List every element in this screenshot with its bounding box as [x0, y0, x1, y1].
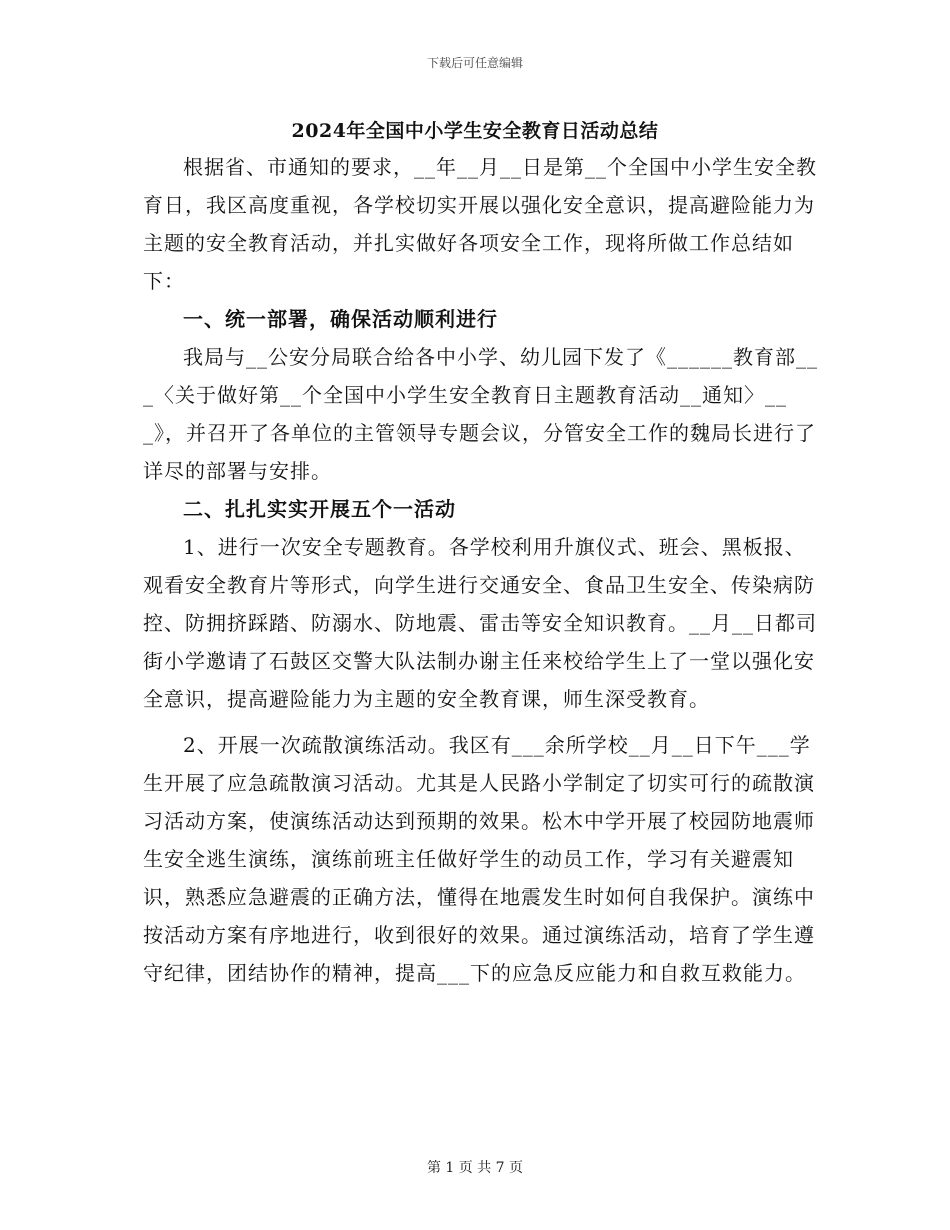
section-heading-2: 二、扎扎实实开展五个一活动: [183, 497, 456, 521]
body-paragraph: 2、开展一次疏散演练活动。我区有___余所学校__月__日下午___学生开展了应急疏散演习活动。尤其是人民路小学制定了切实可行的疏散演习活动方案，使演练活动达到预期的效果。松木中学开展了校园防地震师生安全逃生演练，演练前班主任做好学生的动员工作，学习有关避震知识，熟悉应急避震的正确方法，懂得在地震发生时如何自我保护。演练中按活动方案有序地进行，收到很好的效果。通过演练活动，培育了学生遵守纪律，团结协作的精神，提高___下的应急反应能力和自救互救能力。: [143, 733, 815, 985]
section-heading-1: 一、统一部署，确保活动顺利进行: [183, 307, 498, 331]
document-body: [143, 148, 825, 992]
header-note: 下载后可任意编辑: [426, 56, 523, 70]
body-paragraph: 我局与__公安分局联合给各中小学、幼儿园下发了《______教育部___〈关于做好第__个全国中小学生安全教育日主题教育活动__通知〉___》，并召开了各单位的主管领导专题会议，分管安全工作的魏局长进行了详尽的部署与安排。: [143, 345, 818, 483]
body-paragraph: 1、进行一次安全专题教育。各学校利用升旗仪式、班会、黑板报、观看安全教育片等形式，向学生进行交通安全、食品卫生安全、传染病防控、防拥挤踩踏、防溺水、防地震、雷击等安全知识教育。__月__日都司街小学邀请了石鼓区交警大队法制办谢主任来校给学生上了一堂以强化安全意识，提高避险能力为主题的安全教育课，师生深受教育。: [143, 535, 817, 711]
document-title: 2024年全国中小学生安全教育日活动总结: [291, 120, 659, 142]
intro-paragraph: 根据省、市通知的要求，__年__月__日是第__个全国中小学生安全教育日，我区高度重视，各学校切实开展以强化安全意识，提高避险能力为主题的安全教育活动，并扎实做好各项安全工作，现将所做工作总结如下：: [143, 155, 817, 293]
page-footer: 第 1 页 共 7 页: [426, 1160, 524, 1176]
